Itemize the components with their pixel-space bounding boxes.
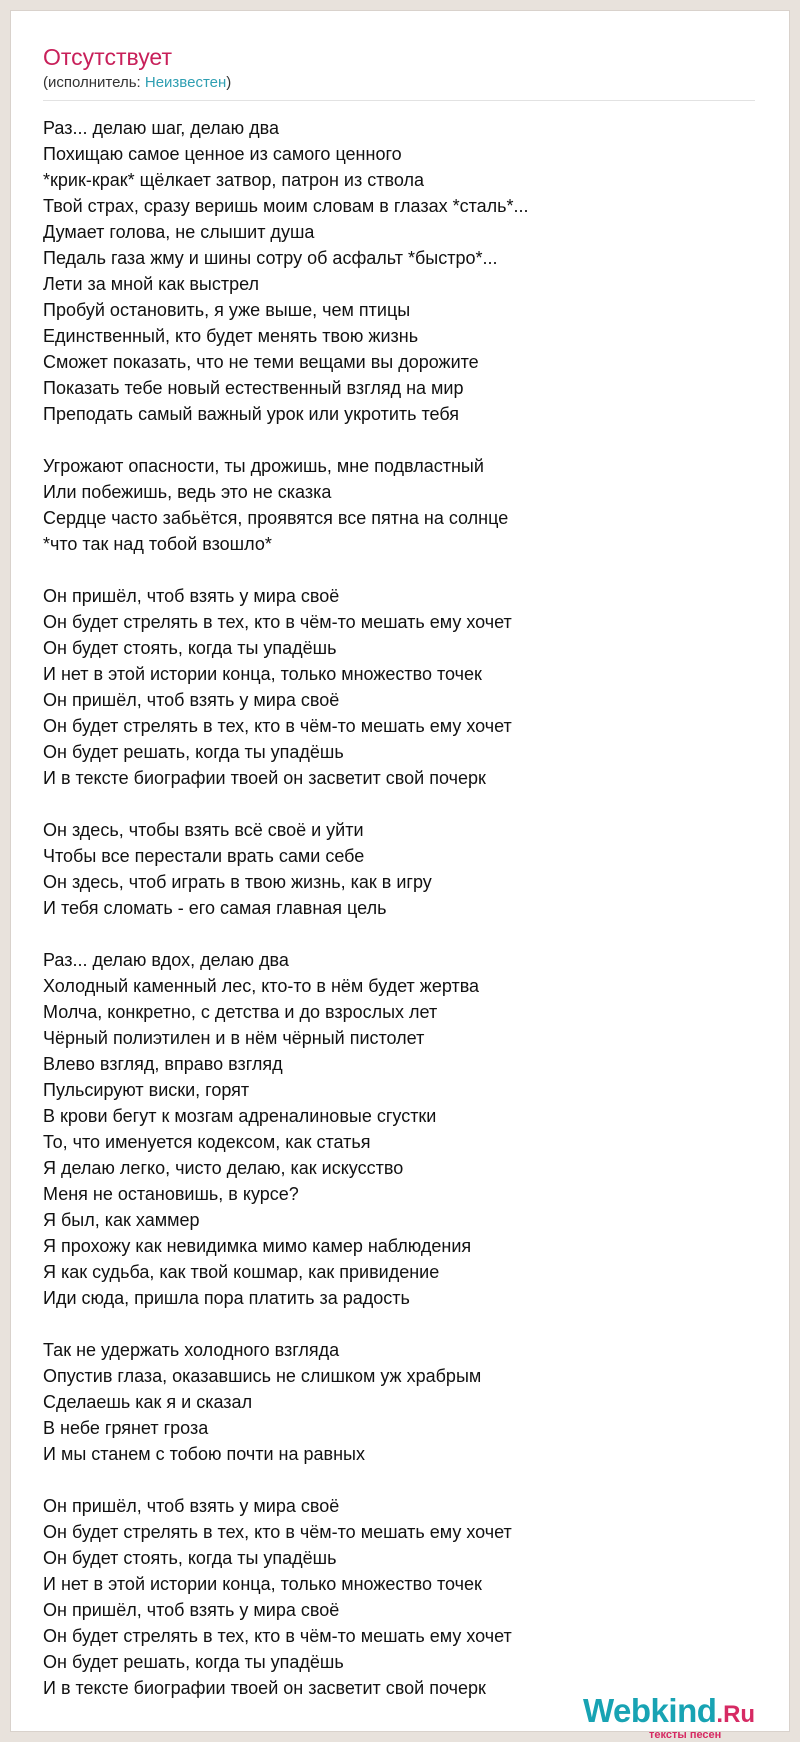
lyric-line: Он будет стрелять в тех, кто в чём-то мешать ему хочет — [43, 1626, 512, 1646]
lyric-line: Влево взгляд, вправо взгляд — [43, 1054, 283, 1074]
lyric-line: И тебя сломать - его самая главная цель — [43, 898, 387, 918]
lyric-line: Угрожают опасности, ты дрожишь, мне подвластный — [43, 456, 484, 476]
lyric-line: Меня не остановишь, в курсе? — [43, 1184, 299, 1204]
lyric-line: Он пришёл, чтоб взять у мира своё — [43, 1600, 340, 1620]
lyric-line: Пробуй остановить, я уже выше, чем птицы — [43, 300, 411, 320]
lyric-line: Он будет стрелять в тех, кто в чём-то мешать ему хочет — [43, 612, 512, 632]
lyrics-stanza — [43, 817, 763, 921]
lyric-line: Сделаешь как я и сказал — [43, 1392, 253, 1412]
lyric-line: Сердце часто забьётся, проявятся все пятна на солнце — [43, 508, 509, 528]
lyric-line: Он будет стрелять в тех, кто в чём-то мешать ему хочет — [43, 716, 512, 736]
logo-wordmark — [583, 1693, 755, 1733]
lyric-line: То, что именуется кодексом, как статья — [43, 1132, 371, 1152]
lyric-line: Он пришёл, чтоб взять у мира своё — [43, 1496, 340, 1516]
lyric-line: В небе грянет гроза — [43, 1418, 209, 1438]
lyric-line: Единственный, кто будет менять твою жизнь — [43, 326, 419, 346]
lyric-line: И нет в этой истории конца, только множество точек — [43, 664, 482, 684]
lyric-line: *крик-крак* щёлкает затвор, патрон из ствола — [43, 170, 424, 190]
lyric-line: И нет в этой истории конца, только множество точек — [43, 1574, 482, 1594]
lyrics-stanza — [43, 115, 763, 427]
lyric-line: Он будет стрелять в тех, кто в чём-то мешать ему хочет — [43, 1522, 512, 1542]
lyric-line: Твой страх, сразу веришь моим словам в глазах *сталь*... — [43, 196, 529, 216]
site-logo[interactable] — [583, 1693, 783, 1739]
lyric-line: Он здесь, чтоб играть в твою жизнь, как в игру — [43, 872, 432, 892]
lyric-line: Я делаю легко, чисто делаю, как искусство — [43, 1158, 404, 1178]
header-divider — [43, 100, 755, 101]
lyric-line: Так не удержать холодного взгляда — [43, 1340, 340, 1360]
lyrics-stanza — [43, 947, 763, 1311]
lyrics-body — [43, 115, 763, 1727]
logo-name: Webkind — [583, 1692, 717, 1729]
lyric-line: Молча, конкретно, с детства и до взрослых лет — [43, 1002, 438, 1022]
logo-domain: .Ru — [716, 1701, 756, 1728]
lyric-line: Иди сюда, пришла пора платить за радость — [43, 1288, 410, 1308]
lyric-line: Он пришёл, чтоб взять у мира своё — [43, 690, 340, 710]
lyric-line: Холодный каменный лес, кто-то в нём будет жертва — [43, 976, 480, 996]
lyric-line: И в тексте биографии твоей он засветит свой почерк — [43, 768, 486, 788]
lyric-line: Он будет стоять, когда ты упадёшь — [43, 638, 337, 658]
song-title: Отсутствует — [43, 44, 172, 70]
lyrics-stanza — [43, 583, 763, 791]
lyric-line: Педаль газа жму и шины сотру об асфальт *быстро*... — [43, 248, 498, 268]
lyric-line: Лети за мной как выстрел — [43, 274, 259, 294]
lyric-line: Сможет показать, что не теми вещами вы дорожите — [43, 352, 479, 372]
lyric-line: Раз... делаю шаг, делаю два — [43, 118, 280, 138]
lyric-line: Он будет стоять, когда ты упадёшь — [43, 1548, 337, 1568]
lyric-line: Я как судьба, как твой кошмар, как привидение — [43, 1262, 440, 1282]
lyrics-stanza — [43, 1493, 763, 1701]
lyric-line: И мы станем с тобою почти на равных — [43, 1444, 365, 1464]
lyric-line: Он будет решать, когда ты упадёшь — [43, 742, 344, 762]
lyric-line: Он будет решать, когда ты упадёшь — [43, 1652, 344, 1672]
lyric-line: Я прохожу как невидимка мимо камер наблюдения — [43, 1236, 472, 1256]
lyric-line: И в тексте биографии твоей он засветит свой почерк — [43, 1678, 486, 1698]
artist-suffix: ) — [226, 74, 232, 91]
lyric-line: Чтобы все перестали врать сами себе — [43, 846, 365, 866]
lyric-line: В крови бегут к мозгам адреналиновые сгустки — [43, 1106, 437, 1126]
lyric-line: Преподать самый важный урок или укротить тебя — [43, 404, 460, 424]
lyrics-stanza — [43, 1337, 763, 1467]
lyric-line: *что так над тобой взошло* — [43, 534, 272, 554]
lyric-line: Он здесь, чтобы взять всё своё и уйти — [43, 820, 364, 840]
artist-prefix: (исполнитель: — [43, 74, 145, 91]
lyric-line: Показать тебе новый естественный взгляд на мир — [43, 378, 464, 398]
lyrics-stanza — [43, 453, 763, 557]
lyric-line: Пульсируют виски, горят — [43, 1080, 250, 1100]
artist-line — [43, 73, 231, 93]
logo-tagline: тексты песен — [649, 1729, 722, 1741]
lyric-line: Думает голова, не слышит душа — [43, 222, 315, 242]
lyric-line: Раз... делаю вдох, делаю два — [43, 950, 289, 970]
artist-link[interactable]: Неизвестен — [144, 74, 227, 91]
page-card — [10, 10, 790, 1741]
lyric-line: Он пришёл, чтоб взять у мира своё — [43, 586, 340, 606]
lyric-line: Или побежишь, ведь это не сказка — [43, 482, 332, 502]
lyric-line: Я был, как хаммер — [43, 1210, 200, 1230]
lyric-line: Похищаю самое ценное из самого ценного — [43, 144, 402, 164]
lyric-line: Опустив глаза, оказавшись не слишком уж храбрым — [43, 1366, 482, 1386]
lyric-line: Чёрный полиэтилен и в нём чёрный пистолет — [43, 1028, 425, 1048]
